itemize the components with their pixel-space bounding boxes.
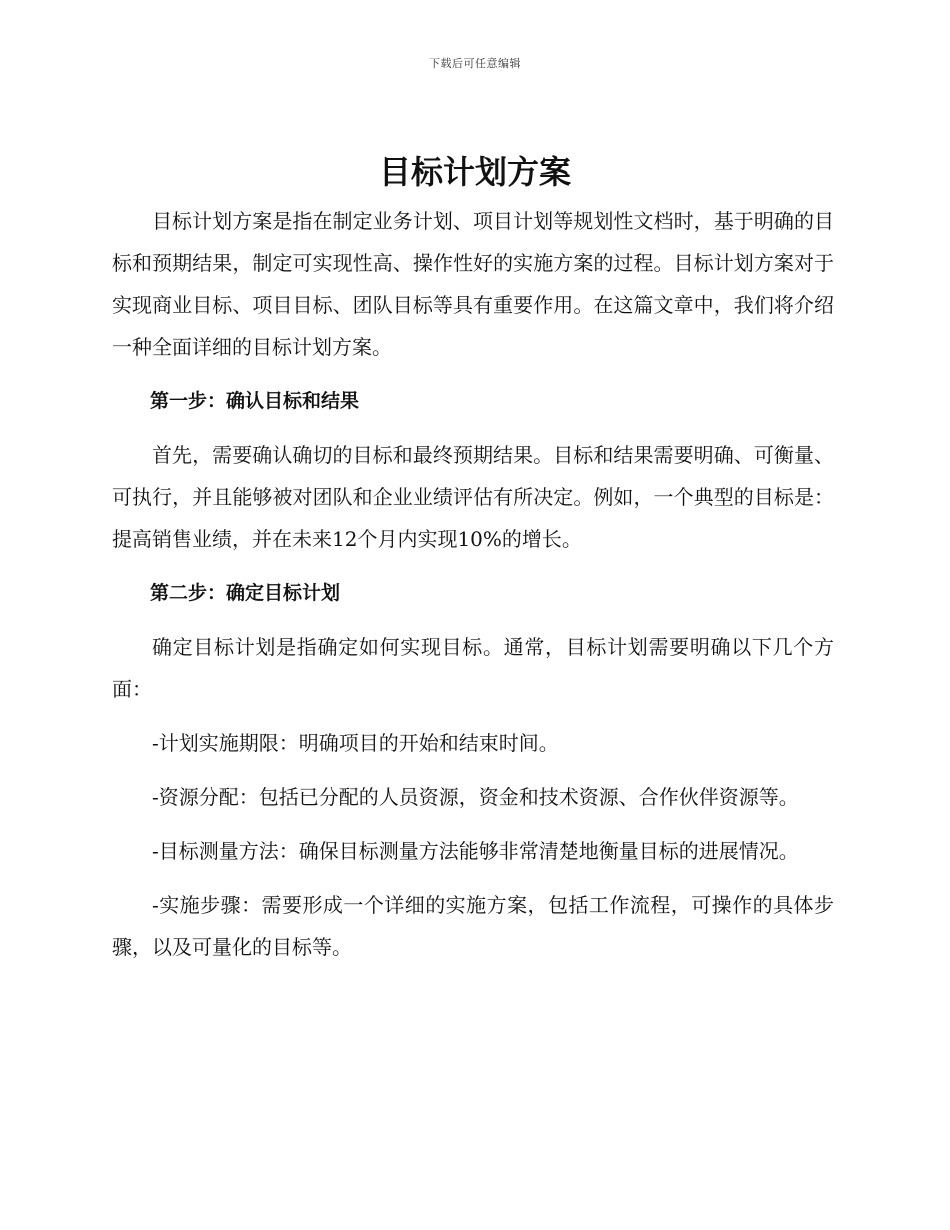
list-item: -目标测量方法：确保目标测量方法能够非常清楚地衡量目标的进展情况。 — [152, 839, 799, 863]
list-item: -实施步骤：需要形成一个详细的实施方案，包括工作流程，可操作的具体步骤，以及可量化的目标等。 — [112, 893, 834, 959]
document-body — [112, 200, 834, 968]
intro-paragraph: 目标计划方案是指在制定业务计划、项目计划等规划性文档时，基于明确的目标和预期结果，制定可实现性高、操作性好的实施方案的过程。目标计划方案对于实现商业目标、项目目标、团队目标等具有重要作用。在这篇文章中，我们将介绍一种全面详细的目标计划方案。 — [112, 209, 834, 359]
document-title: 目标计划方案 — [378, 153, 571, 191]
list-item: -计划实施期限：明确项目的开始和结束时间。 — [152, 731, 559, 755]
step2-paragraph: 确定目标计划是指确定如何实现目标。通常，目标计划需要明确以下几个方面： — [112, 635, 834, 701]
step1-paragraph: 首先，需要确认确切的目标和最终预期结果。目标和结果需要明确、可衡量、可执行，并且能够被对团队和企业业绩评估有所决定。例如，一个典型的目标是：提高销售业绩，并在未来12个月内实现10%的增长。 — [112, 443, 834, 551]
header-note: 下载后可任意编辑 — [429, 57, 521, 70]
list-item: -资源分配：包括已分配的人员资源，资金和技术资源、合作伙伴资源等。 — [152, 785, 799, 809]
step2-heading: 第二步：确定目标计划 — [150, 582, 341, 604]
step1-heading: 第一步：确认目标和结果 — [150, 390, 360, 412]
